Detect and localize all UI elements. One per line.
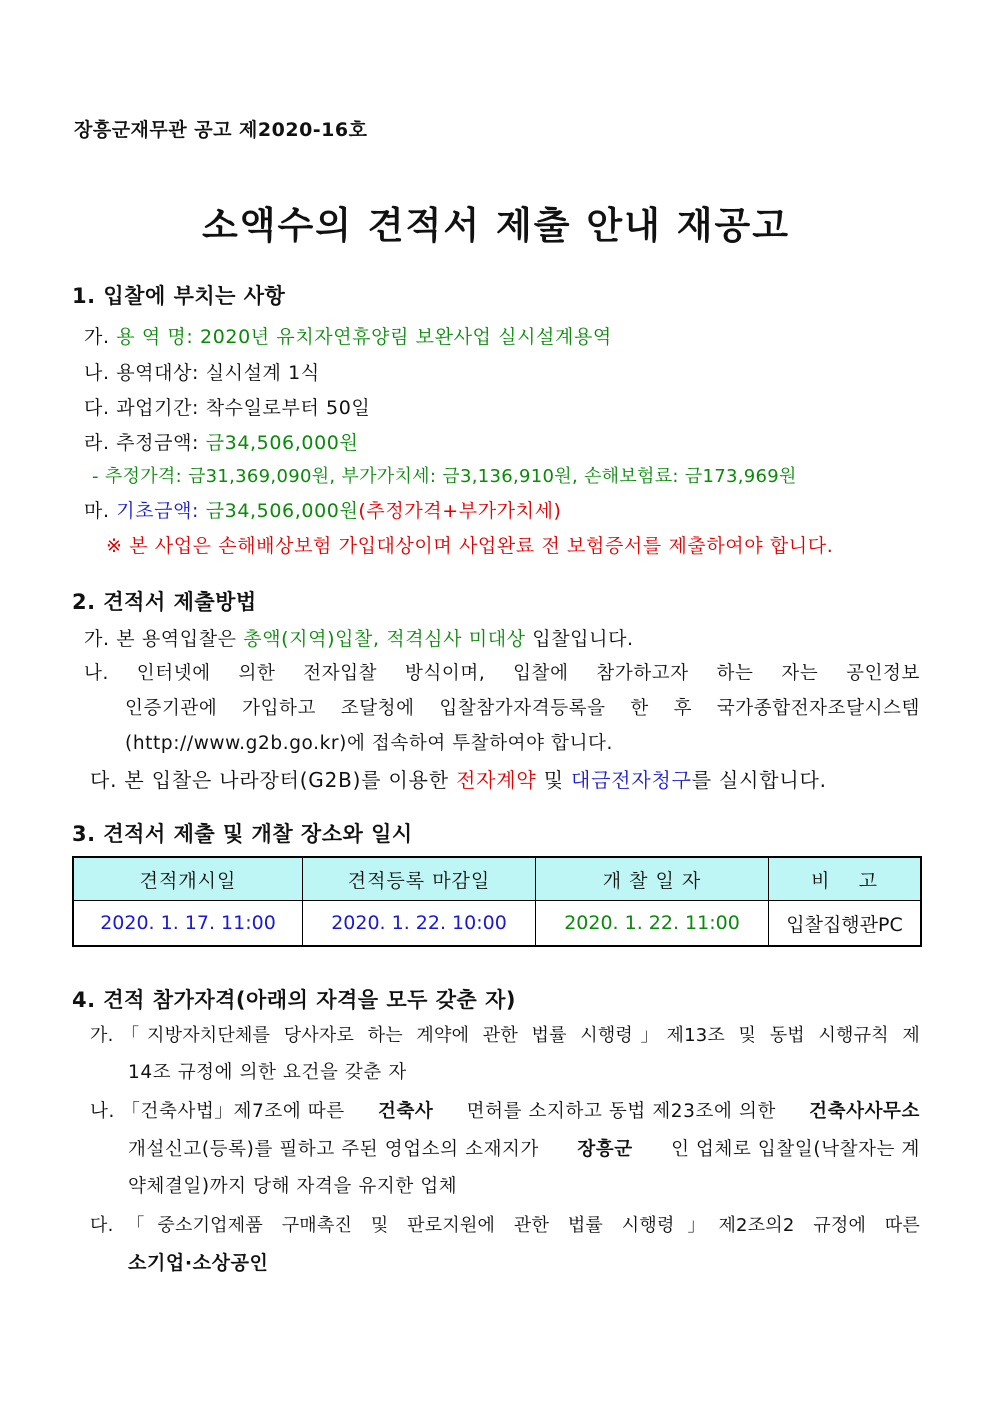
schedule-value-row bbox=[73, 901, 921, 947]
s2-item-ga bbox=[84, 624, 634, 651]
s1-ra-value: 금34,506,000원 bbox=[205, 432, 359, 454]
schedule-opening-value: 2020. 1. 22. 11:00 bbox=[536, 901, 769, 947]
section-1-heading: 1. 입찰에 부치는 사항 bbox=[72, 284, 286, 308]
s4-na-l2-a: 개설신고(등록)를 필하고 주된 영업소의 소재지가 bbox=[128, 1139, 539, 1160]
s4-na-line1 bbox=[90, 1097, 920, 1123]
s2-da-mid: 및 bbox=[536, 768, 571, 792]
schedule-col-start: 견적개시일 bbox=[73, 857, 303, 901]
s2-da-prefix: 다. 본 입찰은 나라장터(G2B)를 이용한 bbox=[90, 768, 457, 792]
schedule-col-remarks: 비 고 bbox=[769, 857, 922, 901]
s4-ga-line2: 14조 규정에 의한 요건을 갖춘 자 bbox=[128, 1062, 407, 1083]
s1-item-na: 나. 용역대상: 실시설계 1식 bbox=[84, 362, 320, 384]
s2-da-red: 전자계약 bbox=[456, 768, 537, 792]
section-3-heading: 3. 견적서 제출 및 개찰 장소와 일시 bbox=[72, 822, 413, 846]
s4-na-l2-c: 인 업체로 입찰일(낙찰자는 계 bbox=[671, 1139, 920, 1160]
s2-na-line1: 나. 인터넷에 의한 전자입찰 방식이며, 입찰에 참가하고자 하는 자는 공인정보 bbox=[84, 663, 920, 684]
s2-ga-highlight: 총액(지역)입찰, 적격심사 미대상 bbox=[243, 628, 526, 650]
notice-number: 장흥군재무관 공고 제2020-16호 bbox=[74, 119, 368, 141]
s1-ra-detail: - 추정가격: 금31,369,090원, 부가가치세: 금3,136,910원, 손해보험료: 금173,969원 bbox=[92, 466, 797, 487]
schedule-remarks-value: 입찰집행관PC bbox=[769, 901, 922, 947]
s1-ma-value: 금34,506,000원 bbox=[205, 500, 359, 522]
s1-warning: ※ 본 사업은 손해배상보험 가입대상이며 사업완료 전 보험증서를 제출하여야 합니다. bbox=[106, 535, 834, 557]
s4-na-l1-a: 나. 「건축사법」제7조에 따른 bbox=[90, 1101, 345, 1122]
s1-ma-label: 기초금액: bbox=[116, 500, 200, 522]
schedule-start-value: 2020. 1. 17. 11:00 bbox=[73, 901, 303, 947]
section-4-heading: 4. 견적 참가자격(아래의 자격을 모두 갖춘 자) bbox=[72, 988, 517, 1012]
s2-na-line3: (http://www.g2b.go.kr)에 접속하여 투찰하여야 합니다. bbox=[125, 733, 614, 754]
s2-da-suffix: 를 실시합니다. bbox=[691, 768, 827, 792]
schedule-header-row bbox=[73, 857, 921, 901]
s4-na-l1-c: 면허를 소지하고 동법 제23조에 의한 bbox=[466, 1101, 776, 1122]
s1-item-da: 다. 과업기간: 착수일로부터 50일 bbox=[84, 397, 371, 419]
schedule-table bbox=[72, 856, 922, 947]
s2-na-line2: 인증기관에 가입하고 조달청에 입찰참가자격등록을 한 후 국가종합전자조달시스템 bbox=[125, 698, 920, 719]
s4-na-l1-b: 건축사 bbox=[377, 1101, 434, 1122]
s1-ma-note: (추정가격+부가가치세) bbox=[358, 500, 562, 522]
s1-ra-prefix: 라. 추정금액: bbox=[84, 432, 206, 454]
s4-na-line2 bbox=[128, 1135, 920, 1161]
s1-ma-prefix: 마. bbox=[84, 500, 110, 522]
s4-na-line3: 약체결일)까지 당해 자격을 유지한 업체 bbox=[128, 1176, 458, 1197]
s2-item-da bbox=[90, 764, 827, 793]
schedule-col-deadline: 견적등록 마감일 bbox=[303, 857, 536, 901]
s1-ga-prefix: 가. bbox=[84, 326, 110, 348]
s4-na-l1-d: 건축사사무소 bbox=[809, 1101, 920, 1122]
s1-item-ra bbox=[84, 428, 358, 455]
page-title: 소액수의 견적서 제출 안내 재공고 bbox=[202, 204, 790, 247]
s4-da-line1: 다.「중소기업제품 구매촉진 및 판로지원에 관한 법률 시행령」제2조의2 규정에 따른 bbox=[90, 1215, 920, 1236]
s2-da-blue: 대금전자청구 bbox=[570, 768, 692, 792]
s4-da-line2: 소기업·소상공인 bbox=[128, 1252, 269, 1274]
s4-ga-line1: 가.「지방자치단체를 당사자로 하는 계약에 관한 법률 시행령」제13조 및 동법 시행규칙 제 bbox=[90, 1025, 920, 1046]
s1-item-ma bbox=[84, 496, 562, 523]
s1-ga-text: 용 역 명: 2020년 유치자연휴양림 보완사업 실시설계용역 bbox=[116, 326, 612, 348]
schedule-deadline-value: 2020. 1. 22. 10:00 bbox=[303, 901, 536, 947]
schedule-col-opening: 개 찰 일 자 bbox=[536, 857, 769, 901]
s2-ga-suffix: 입찰입니다. bbox=[525, 628, 634, 650]
section-2-heading: 2. 견적서 제출방법 bbox=[72, 590, 257, 614]
s1-item-ga bbox=[84, 322, 612, 349]
s2-ga-prefix: 가. 본 용역입찰은 bbox=[84, 628, 244, 650]
s4-na-l2-b: 장흥군 bbox=[577, 1139, 633, 1160]
